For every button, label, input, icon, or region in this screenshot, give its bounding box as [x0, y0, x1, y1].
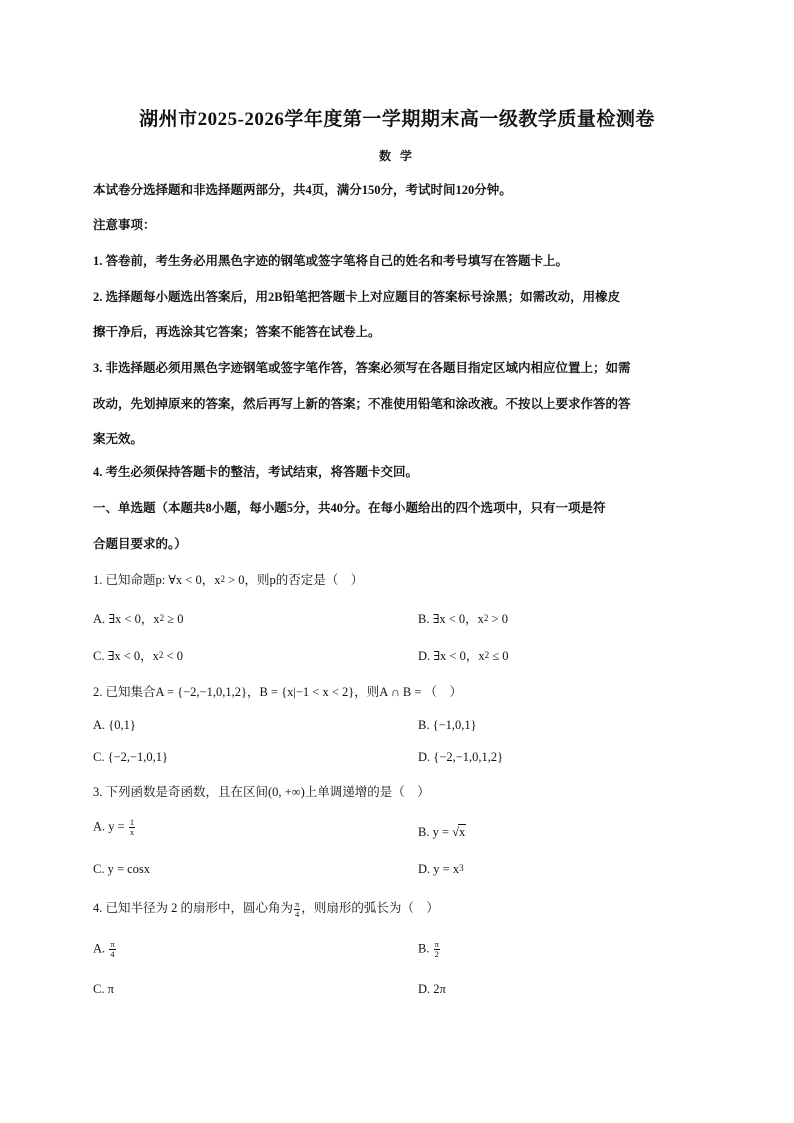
q1-option-a-exponent: 2	[159, 613, 165, 623]
q1-option-d	[418, 646, 508, 664]
q1-option-c-exponent: 2	[158, 650, 164, 660]
q4-option-a	[93, 940, 117, 959]
q1-option-d-exponent: 2	[484, 650, 490, 660]
q1-option-d-text: D. ∃x < 0，x	[418, 649, 485, 663]
q3-option-d-text: D. y = x	[418, 862, 460, 876]
q1-option-b-tail: > 0	[488, 612, 508, 626]
q4-option-b-numerator: π	[434, 939, 439, 949]
q1-option-a-text: A. ∃x < 0，x	[93, 612, 160, 626]
section-heading-line-1: 一、单选题（本题共8小题，每小题5分，共40分。在每小题给出的四个选项中，只有一项是符	[93, 501, 606, 515]
q4-stem-text: 4. 已知半径为 2 的扇形中，圆心角为	[93, 901, 294, 915]
q3-option-a-text: A. y =	[93, 819, 128, 834]
q3-option-b-text: B. y =	[418, 825, 453, 839]
q4-option-a-fraction	[109, 940, 115, 959]
q1-stem-exponent: 2	[220, 574, 225, 584]
q3-option-a	[93, 818, 136, 837]
q3-option-d-exponent: 3	[459, 863, 464, 873]
question-1-stem	[93, 570, 363, 588]
q4-option-b-denominator: 2	[434, 949, 439, 959]
note-3-line-2: 改动，先划掉原来的答案，然后再写上新的答案；不准使用铅笔和涂改液。不按以上要求作答的答	[93, 397, 631, 411]
q3-option-c: C. y = cosx	[93, 862, 151, 876]
q3-option-a-denominator: x	[129, 827, 135, 837]
q4-option-a-denominator: 4	[110, 949, 115, 959]
q4-stem-tail: ，则扇形的弧长为（ ）	[301, 901, 439, 915]
q4-option-a-numerator: π	[110, 939, 115, 949]
q4-stem-denominator: 4	[295, 908, 300, 919]
subject-label: 数 学	[378, 149, 415, 163]
q4-option-b-fraction	[434, 940, 440, 959]
note-2-line-1: 2. 选择题每小题选出答案后，用2B铅笔把答题卡上对应题目的答案标号涂黑；如需改动，用橡皮	[93, 290, 621, 304]
question-3-stem: 3. 下列函数是奇函数，且在区间(0, +∞)上单调递增的是（ ）	[93, 785, 430, 799]
q1-option-a-tail: ≥ 0	[164, 612, 184, 626]
exam-info: 本试卷分选择题和非选择题两部分，共4页，满分150分，考试时间120分钟。	[93, 183, 512, 197]
q1-option-b-text: B. ∃x < 0，x	[418, 612, 484, 626]
q2-option-c: C. {−2,−1,0,1}	[93, 750, 169, 764]
q3-option-d	[418, 862, 464, 877]
note-1: 1. 答卷前，考生务必用黑色字迹的钢笔或签字笔将自己的姓名和考号填写在答题卡上。	[93, 254, 569, 268]
q1-option-c-text: C. ∃x < 0，x	[93, 649, 159, 663]
q1-option-b	[418, 609, 508, 627]
note-4: 4. 考生必须保持答题卡的整洁，考试结束，将答题卡交回。	[93, 465, 419, 479]
q3-option-b-radicand: x	[459, 825, 466, 839]
q4-option-b	[418, 940, 441, 959]
notice-heading: 注意事项：	[93, 218, 156, 232]
question-2-stem: 2. 已知集合A = {−2,−1,0,1,2}，B = {x|−1 < x < 2}，则A ∩ B = （ ）	[93, 685, 463, 699]
q4-option-b-text: B.	[418, 941, 433, 956]
q3-option-a-numerator: 1	[129, 817, 135, 827]
q4-option-a-text: A.	[93, 941, 109, 956]
note-3-line-1: 3. 非选择题必须用黑色字迹钢笔或签字笔作答，答案必须写在各题目指定区域内相应位置上；如需	[93, 361, 631, 375]
q3-option-b	[418, 824, 466, 840]
question-4-stem	[93, 898, 439, 919]
q2-option-d: D. {−2,−1,0,1,2}	[418, 750, 504, 764]
q4-option-d: D. 2π	[418, 982, 446, 996]
page-title: 湖州市2025-2026学年度第一学期期末高一级教学质量检测卷	[139, 109, 655, 130]
note-3-line-3: 案无效。	[93, 432, 144, 446]
q1-stem-tail: > 0，则p的否定是（ ）	[224, 573, 364, 587]
note-2-line-2: 擦干净后，再选涂其它答案；答案不能答在试卷上。	[93, 325, 381, 339]
q1-option-a	[93, 609, 183, 627]
q4-stem-numerator: π	[295, 898, 300, 909]
q3-option-a-fraction	[129, 818, 135, 837]
sqrt-icon: √	[452, 825, 460, 839]
q1-option-c	[93, 646, 183, 664]
q2-option-b: B. {−1,0,1}	[418, 718, 477, 732]
q4-stem-fraction	[294, 900, 300, 919]
q1-stem-text: 1. 已知命题p: ∀x < 0，x	[93, 573, 221, 587]
q4-option-c: C. π	[93, 982, 114, 996]
q1-option-b-exponent: 2	[483, 613, 489, 623]
q1-option-c-tail: < 0	[163, 649, 183, 663]
section-heading-line-2: 合题目要求的。）	[93, 537, 187, 551]
q1-option-d-tail: ≤ 0	[489, 649, 509, 663]
q2-option-a: A. {0,1}	[93, 718, 136, 732]
